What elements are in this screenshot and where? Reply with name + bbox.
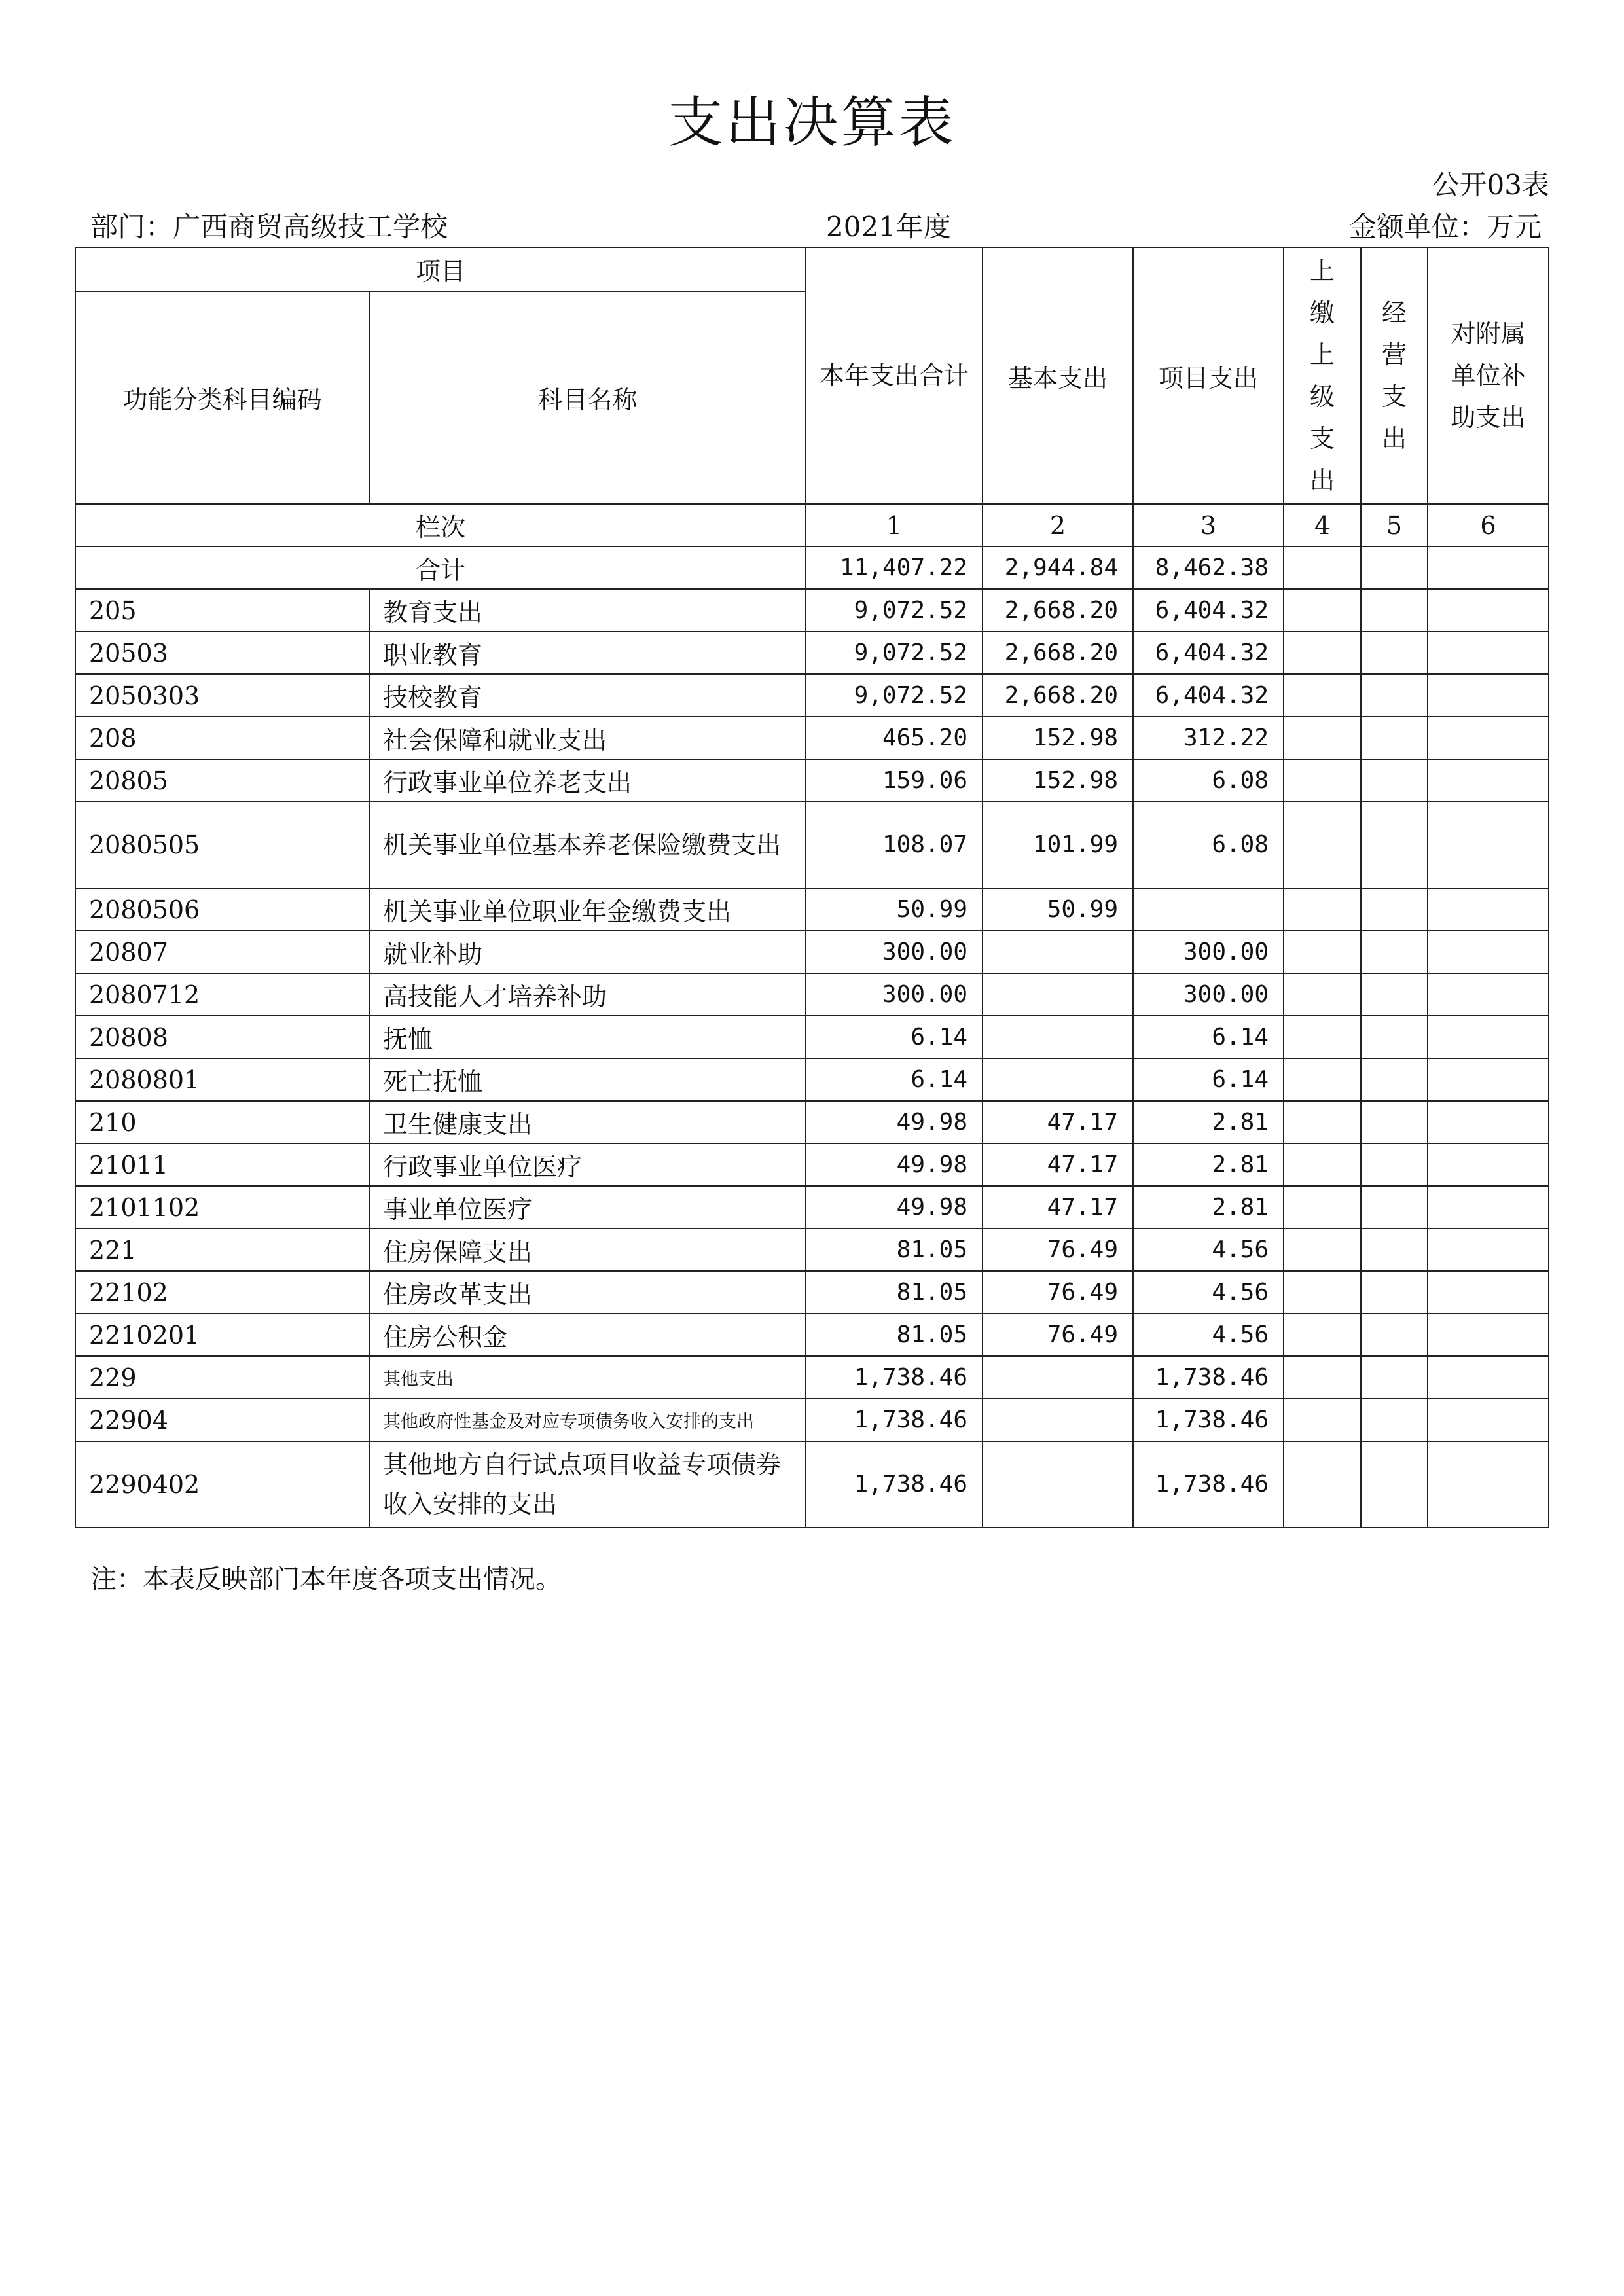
row-business (1361, 888, 1428, 931)
row-basic (983, 1016, 1133, 1058)
row-code: 2080801 (75, 1058, 369, 1101)
row-project: 6.14 (1133, 1016, 1284, 1058)
row-basic: 152.98 (983, 717, 1133, 759)
row-name: 卫生健康支出 (369, 1101, 806, 1143)
row-code: 2080712 (75, 973, 369, 1016)
table-row (75, 1399, 1549, 1441)
row-upper (1284, 1356, 1361, 1399)
row-business (1361, 589, 1428, 632)
row-total: 50.99 (806, 888, 983, 931)
sum-row (75, 547, 1549, 589)
header-upper: 上 缴 上 级 支 出 (1284, 247, 1361, 504)
header-business: 经 营 支 出 (1361, 247, 1428, 504)
table-row (75, 931, 1549, 973)
row-subsidiary (1428, 888, 1549, 931)
row-total: 81.05 (806, 1229, 983, 1271)
table-row (75, 802, 1549, 888)
row-total: 6.14 (806, 1016, 983, 1058)
header-name: 科目名称 (369, 291, 806, 504)
header-item: 项目 (75, 247, 806, 291)
row-total: 300.00 (806, 973, 983, 1016)
row-code: 221 (75, 1229, 369, 1271)
row-name: 住房公积金 (369, 1314, 806, 1356)
row-upper (1284, 1143, 1361, 1186)
row-subsidiary (1428, 1143, 1549, 1186)
header-subsidiary: 对附属单位补助支出 (1428, 247, 1549, 504)
sum-subsidiary (1428, 547, 1549, 589)
table-row (75, 1101, 1549, 1143)
row-total: 1,738.46 (806, 1399, 983, 1441)
header-total: 本年支出合计 (806, 247, 983, 504)
row-project: 1,738.46 (1133, 1399, 1284, 1441)
row-name: 其他支出 (369, 1356, 806, 1399)
row-project: 6.08 (1133, 802, 1284, 888)
row-total: 81.05 (806, 1314, 983, 1356)
row-total: 49.98 (806, 1101, 983, 1143)
row-total: 9,072.52 (806, 674, 983, 717)
row-project: 2.81 (1133, 1101, 1284, 1143)
row-upper (1284, 717, 1361, 759)
row-project: 1,738.46 (1133, 1441, 1284, 1528)
row-upper (1284, 1229, 1361, 1271)
table-row (75, 589, 1549, 632)
row-business (1361, 931, 1428, 973)
row-basic: 76.49 (983, 1314, 1133, 1356)
row-name: 机关事业单位基本养老保险缴费支出 (369, 802, 806, 888)
row-name: 高技能人才培养补助 (369, 973, 806, 1016)
col-no-2: 2 (983, 504, 1133, 547)
row-name: 社会保障和就业支出 (369, 717, 806, 759)
row-basic: 76.49 (983, 1229, 1133, 1271)
row-code: 20808 (75, 1016, 369, 1058)
row-subsidiary (1428, 1314, 1549, 1356)
row-name: 职业教育 (369, 632, 806, 674)
row-project: 2.81 (1133, 1186, 1284, 1229)
row-name: 住房改革支出 (369, 1271, 806, 1314)
row-upper (1284, 674, 1361, 717)
row-basic: 47.17 (983, 1101, 1133, 1143)
row-project: 300.00 (1133, 973, 1284, 1016)
row-subsidiary (1428, 1271, 1549, 1314)
row-business (1361, 1314, 1428, 1356)
department-label: 部门：广西商贸高级技工学校 (90, 211, 448, 243)
table-row (75, 1271, 1549, 1314)
row-basic: 47.17 (983, 1186, 1133, 1229)
col-no-3: 3 (1133, 504, 1284, 547)
row-project: 312.22 (1133, 717, 1284, 759)
row-subsidiary (1428, 1441, 1549, 1528)
row-basic (983, 1399, 1133, 1441)
row-name: 其他地方自行试点项目收益专项债券收入安排的支出 (369, 1441, 806, 1528)
table-row (75, 632, 1549, 674)
row-code: 2050303 (75, 674, 369, 717)
col-no-5: 5 (1361, 504, 1428, 547)
row-code: 229 (75, 1356, 369, 1399)
row-upper (1284, 1058, 1361, 1101)
row-business (1361, 674, 1428, 717)
row-total: 108.07 (806, 802, 983, 888)
row-code: 20807 (75, 931, 369, 973)
col-no-6: 6 (1428, 504, 1549, 547)
row-total: 9,072.52 (806, 589, 983, 632)
row-subsidiary (1428, 1356, 1549, 1399)
table-number: 公开03表 (1432, 169, 1549, 201)
row-project: 4.56 (1133, 1271, 1284, 1314)
row-basic: 101.99 (983, 802, 1133, 888)
row-code: 20805 (75, 759, 369, 802)
row-code: 210 (75, 1101, 369, 1143)
row-basic: 2,668.20 (983, 632, 1133, 674)
page-title: 支出决算表 (668, 90, 956, 154)
row-code: 2080505 (75, 802, 369, 888)
row-total: 300.00 (806, 931, 983, 973)
row-business (1361, 1186, 1428, 1229)
row-business (1361, 1143, 1428, 1186)
row-name: 行政事业单位养老支出 (369, 759, 806, 802)
table-row (75, 1016, 1549, 1058)
row-business (1361, 1356, 1428, 1399)
row-business (1361, 759, 1428, 802)
row-upper (1284, 1101, 1361, 1143)
table-note: 注：本表反映部门本年度各项支出情况。 (90, 1564, 562, 1594)
sum-basic: 2,944.84 (983, 547, 1133, 589)
sum-total: 11,407.22 (806, 547, 983, 589)
row-business (1361, 632, 1428, 674)
table-row (75, 1441, 1549, 1528)
row-basic: 76.49 (983, 1271, 1133, 1314)
row-project: 6.14 (1133, 1058, 1284, 1101)
sum-label: 合计 (75, 547, 806, 589)
row-basic: 2,668.20 (983, 589, 1133, 632)
table-row (75, 759, 1549, 802)
row-code: 22904 (75, 1399, 369, 1441)
row-business (1361, 973, 1428, 1016)
row-subsidiary (1428, 674, 1549, 717)
row-project: 300.00 (1133, 931, 1284, 973)
row-name: 事业单位医疗 (369, 1186, 806, 1229)
row-project: 1,738.46 (1133, 1356, 1284, 1399)
header-code: 功能分类科目编码 (75, 291, 369, 504)
row-upper (1284, 802, 1361, 888)
header-project: 项目支出 (1133, 247, 1284, 504)
row-subsidiary (1428, 589, 1549, 632)
row-project: 6,404.32 (1133, 632, 1284, 674)
row-subsidiary (1428, 1229, 1549, 1271)
table-row (75, 674, 1549, 717)
row-upper (1284, 888, 1361, 931)
table-row (75, 1058, 1549, 1101)
row-business (1361, 1229, 1428, 1271)
row-business (1361, 1101, 1428, 1143)
row-subsidiary (1428, 931, 1549, 973)
row-upper (1284, 1016, 1361, 1058)
row-code: 2080506 (75, 888, 369, 931)
row-business (1361, 1271, 1428, 1314)
row-upper (1284, 589, 1361, 632)
amount-unit: 金额单位：万元 (1348, 211, 1542, 243)
header-basic: 基本支出 (983, 247, 1133, 504)
row-business (1361, 1058, 1428, 1101)
row-project (1133, 888, 1284, 931)
row-upper (1284, 931, 1361, 973)
header-column-no: 栏次 (75, 504, 806, 547)
row-subsidiary (1428, 1058, 1549, 1101)
table-row (75, 1186, 1549, 1229)
row-basic: 50.99 (983, 888, 1133, 931)
table-row (75, 1143, 1549, 1186)
row-name: 机关事业单位职业年金缴费支出 (369, 888, 806, 931)
expenditure-table (75, 247, 1549, 1528)
sum-business (1361, 547, 1428, 589)
row-code: 2290402 (75, 1441, 369, 1528)
row-basic: 47.17 (983, 1143, 1133, 1186)
row-basic: 152.98 (983, 759, 1133, 802)
table-row (75, 717, 1549, 759)
row-subsidiary (1428, 973, 1549, 1016)
table-row (75, 1229, 1549, 1271)
row-upper (1284, 1441, 1361, 1528)
row-code: 2101102 (75, 1186, 369, 1229)
table-row (75, 1356, 1549, 1399)
row-basic (983, 931, 1133, 973)
row-project: 6,404.32 (1133, 674, 1284, 717)
row-code: 205 (75, 589, 369, 632)
row-subsidiary (1428, 802, 1549, 888)
row-total: 81.05 (806, 1271, 983, 1314)
row-project: 4.56 (1133, 1314, 1284, 1356)
row-basic: 2,668.20 (983, 674, 1133, 717)
row-basic (983, 1441, 1133, 1528)
row-name: 就业补助 (369, 931, 806, 973)
row-subsidiary (1428, 1101, 1549, 1143)
row-business (1361, 802, 1428, 888)
row-total: 9,072.52 (806, 632, 983, 674)
row-upper (1284, 1399, 1361, 1441)
row-name: 抚恤 (369, 1016, 806, 1058)
row-upper (1284, 1271, 1361, 1314)
row-total: 49.98 (806, 1143, 983, 1186)
row-code: 208 (75, 717, 369, 759)
row-project: 2.81 (1133, 1143, 1284, 1186)
row-name: 其他政府性基金及对应专项债务收入安排的支出 (369, 1399, 806, 1441)
row-code: 22102 (75, 1271, 369, 1314)
row-upper (1284, 759, 1361, 802)
row-subsidiary (1428, 1399, 1549, 1441)
row-project: 6.08 (1133, 759, 1284, 802)
row-subsidiary (1428, 632, 1549, 674)
row-project: 4.56 (1133, 1229, 1284, 1271)
row-total: 159.06 (806, 759, 983, 802)
sum-project: 8,462.38 (1133, 547, 1284, 589)
row-subsidiary (1428, 1186, 1549, 1229)
row-name: 住房保障支出 (369, 1229, 806, 1271)
row-upper (1284, 973, 1361, 1016)
row-name: 教育支出 (369, 589, 806, 632)
row-upper (1284, 1186, 1361, 1229)
col-no-1: 1 (806, 504, 983, 547)
row-total: 1,738.46 (806, 1356, 983, 1399)
row-name: 死亡抚恤 (369, 1058, 806, 1101)
row-upper (1284, 1314, 1361, 1356)
row-name: 行政事业单位医疗 (369, 1143, 806, 1186)
row-subsidiary (1428, 717, 1549, 759)
row-business (1361, 1441, 1428, 1528)
row-basic (983, 1058, 1133, 1101)
sum-upper (1284, 547, 1361, 589)
row-business (1361, 1016, 1428, 1058)
row-business (1361, 1399, 1428, 1441)
row-total: 6.14 (806, 1058, 983, 1101)
row-subsidiary (1428, 759, 1549, 802)
row-basic (983, 1356, 1133, 1399)
row-total: 49.98 (806, 1186, 983, 1229)
row-code: 2210201 (75, 1314, 369, 1356)
row-total: 1,738.46 (806, 1441, 983, 1528)
table-row (75, 888, 1549, 931)
row-upper (1284, 632, 1361, 674)
row-subsidiary (1428, 1016, 1549, 1058)
row-project: 6,404.32 (1133, 589, 1284, 632)
row-code: 21011 (75, 1143, 369, 1186)
fiscal-year: 2021年度 (826, 211, 951, 243)
row-business (1361, 717, 1428, 759)
col-no-4: 4 (1284, 504, 1361, 547)
table-row (75, 1314, 1549, 1356)
table-row (75, 973, 1549, 1016)
row-total: 465.20 (806, 717, 983, 759)
row-basic (983, 973, 1133, 1016)
row-code: 20503 (75, 632, 369, 674)
row-name: 技校教育 (369, 674, 806, 717)
